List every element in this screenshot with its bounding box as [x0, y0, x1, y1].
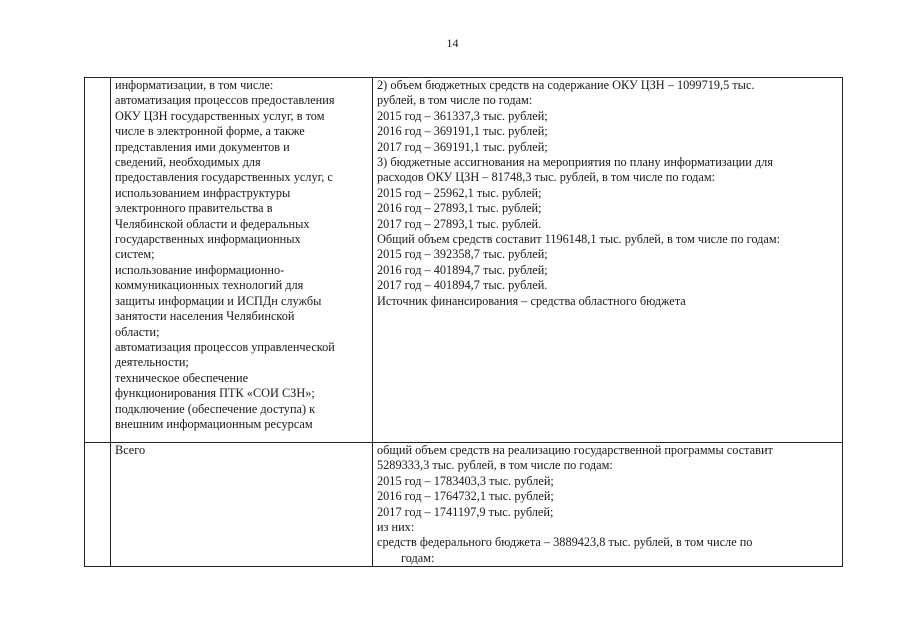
- table-row: [85, 78, 843, 443]
- text-line: ОКУ ЦЗН государственных услуг, в том: [115, 108, 325, 123]
- text-line: предоставления государственных услуг, с: [115, 170, 333, 185]
- text-line: 2017 год – 401894,7 тыс. рублей.: [377, 278, 548, 293]
- total-label: Всего: [115, 443, 146, 457]
- text-line: 3) бюджетные ассигнования на мероприятия по плану информатизации для: [377, 155, 773, 170]
- text-line: информатизации, в том числе:: [115, 78, 274, 92]
- text-line: 5289333,3 тыс. рублей, в том числе по годам:: [377, 458, 613, 473]
- text-line: 2015 год – 361337,3 тыс. рублей;: [377, 108, 548, 123]
- text-line: использованием инфраструктуры: [115, 185, 291, 200]
- text-line: 2015 год – 1783403,3 тыс. рублей;: [377, 473, 554, 488]
- text-line: деятельности;: [115, 355, 189, 370]
- text-line: 2017 год – 369191,1 тыс. рублей;: [377, 139, 548, 154]
- text-line: занятости населения Челябинской: [115, 309, 295, 324]
- text-line: 2016 год – 27893,1 тыс. рублей;: [377, 201, 542, 216]
- text-line: 2015 год – 392358,7 тыс. рублей;: [377, 247, 548, 262]
- text-line: подключение (обеспечение доступа) к: [115, 401, 316, 416]
- program-funding-table: [84, 77, 843, 567]
- text-line: расходов ОКУ ЦЗН – 81748,3 тыс. рублей, в том числе по годам:: [377, 170, 716, 185]
- text-line: автоматизация процессов предоставления: [115, 93, 335, 108]
- text-line: Источник финансирования – средства областного бюджета: [377, 293, 686, 308]
- text-line: 2016 год – 369191,1 тыс. рублей;: [377, 124, 548, 139]
- text-line: 2017 год – 1741197,9 тыс. рублей;: [377, 504, 554, 519]
- text-line: числе в электронной форме, а также: [115, 124, 305, 139]
- text-line: общий объем средств на реализацию государственной программы составит: [377, 443, 773, 457]
- text-line: внешним информационным ресурсам: [115, 416, 313, 431]
- text-line: сведений, необходимых для: [115, 155, 261, 170]
- text-line: функционирования ПТК «СОИ СЗН»;: [115, 386, 315, 401]
- text-line: государственных информационных: [115, 232, 301, 247]
- text-line: систем;: [115, 247, 155, 262]
- row-number-cell: [85, 78, 111, 443]
- text-line: использование информационно-: [115, 262, 285, 277]
- text-line: 2015 год – 25962,1 тыс. рублей;: [377, 185, 542, 200]
- text-line: рублей, в том числе по годам:: [377, 93, 533, 108]
- text-line: 2017 год – 27893,1 тыс. рублей.: [377, 216, 542, 231]
- funding-cell: [373, 443, 843, 567]
- description-cell: [111, 443, 373, 567]
- text-line: 2016 год – 1764732,1 тыс. рублей;: [377, 489, 554, 504]
- text-line: защиты информации и ИСПДн службы: [115, 293, 322, 308]
- text-line: электронного правительства в: [115, 201, 273, 216]
- text-line: 2) объем бюджетных средств на содержание ОКУ ЦЗН – 1099719,5 тыс.: [377, 78, 755, 92]
- row-number-cell: [85, 443, 111, 567]
- description-cell: [111, 78, 373, 443]
- text-line: годам:: [401, 550, 435, 565]
- text-line: автоматизация процессов управленческой: [115, 339, 335, 354]
- page-number: 14: [446, 36, 459, 50]
- text-line: коммуникационных технологий для: [115, 278, 304, 293]
- table-row: [85, 443, 843, 567]
- text-line: Челябинской области и федеральных: [115, 216, 310, 231]
- text-line: средств федерального бюджета – 3889423,8 тыс. рублей, в том числе по: [377, 535, 753, 550]
- text-line: из них:: [377, 520, 415, 535]
- text-line: области;: [115, 324, 160, 339]
- funding-cell: [373, 78, 843, 443]
- text-line: техническое обеспечение: [115, 370, 249, 385]
- text-line: представления ими документов и: [115, 139, 290, 154]
- text-line: 2016 год – 401894,7 тыс. рублей;: [377, 262, 548, 277]
- text-line: Общий объем средств составит 1196148,1 тыс. рублей, в том числе по годам:: [377, 232, 781, 247]
